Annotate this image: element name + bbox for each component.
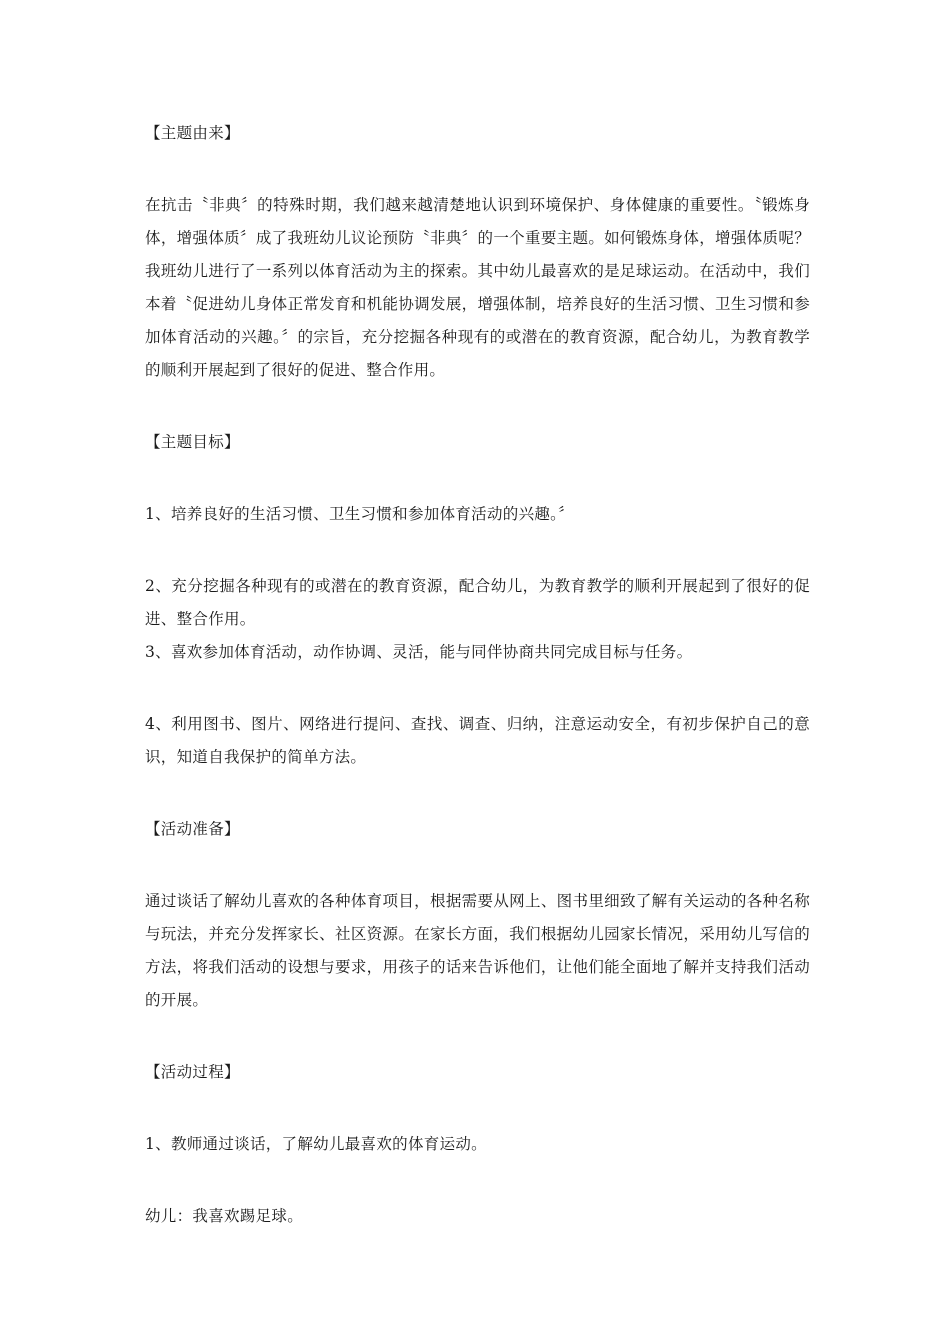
goal-item-2: 2、充分挖掘各种现有的或潜在的教育资源，配合幼儿，为教育教学的顺利开展起到了很好的促进、整合作用。 bbox=[145, 577, 810, 628]
section-heading-goals: 【主题目标】 bbox=[145, 433, 240, 451]
origin-paragraph: 在抗击〝非典〞的特殊时期，我们越来越清楚地认识到环境保护、身体健康的重要性。〝锻炼身体，增强体质〞成了我班幼儿议论预防〝非典〞的一个重要主题。如何锻炼身体，增强体质呢？我班幼儿进行了一系列以体育活动为主的探索。其中幼儿最喜欢的是足球运动。在活动中，我们本着〝促进幼儿身体正常发育和机能协调发展，增强体制，培养良好的生活习惯、卫生习惯和参加体育活动的兴趣。〞的宗旨，充分挖掘各种现有的或潜在的教育资源，配合幼儿，为教育教学的顺利开展起到了很好的促进、整合作用。 bbox=[145, 196, 810, 379]
dialog-line: 幼儿：我喜欢踢足球。 bbox=[145, 1207, 304, 1225]
goal-item-4: 4、利用图书、图片、网络进行提问、查找、调查、归纳，注意运动安全，有初步保护自己的意识，知道自我保护的简单方法。 bbox=[145, 715, 810, 766]
process-item-1: 1、教师通过谈话，了解幼儿最喜欢的体育运动。 bbox=[145, 1135, 487, 1153]
section-heading-process: 【活动过程】 bbox=[145, 1063, 240, 1081]
goal-item-3: 3、喜欢参加体育活动，动作协调、灵活，能与同伴协商共同完成目标与任务。 bbox=[145, 643, 693, 661]
document-body bbox=[145, 117, 810, 1233]
preparation-paragraph: 通过谈话了解幼儿喜欢的各种体育项目，根据需要从网上、图书里细致了解有关运动的各种名称与玩法，并充分发挥家长、社区资源。在家长方面，我们根据幼儿园家长情况，采用幼儿写信的方法，将我们活动的设想与要求，用孩子的话来告诉他们，让他们能全面地了解并支持我们活动的开展。 bbox=[145, 892, 810, 1009]
section-heading-preparation: 【活动准备】 bbox=[145, 820, 240, 838]
goal-item-1: 1、培养良好的生活习惯、卫生习惯和参加体育活动的兴趣。〞 bbox=[145, 505, 575, 523]
section-heading-origin: 【主题由来】 bbox=[145, 124, 240, 142]
